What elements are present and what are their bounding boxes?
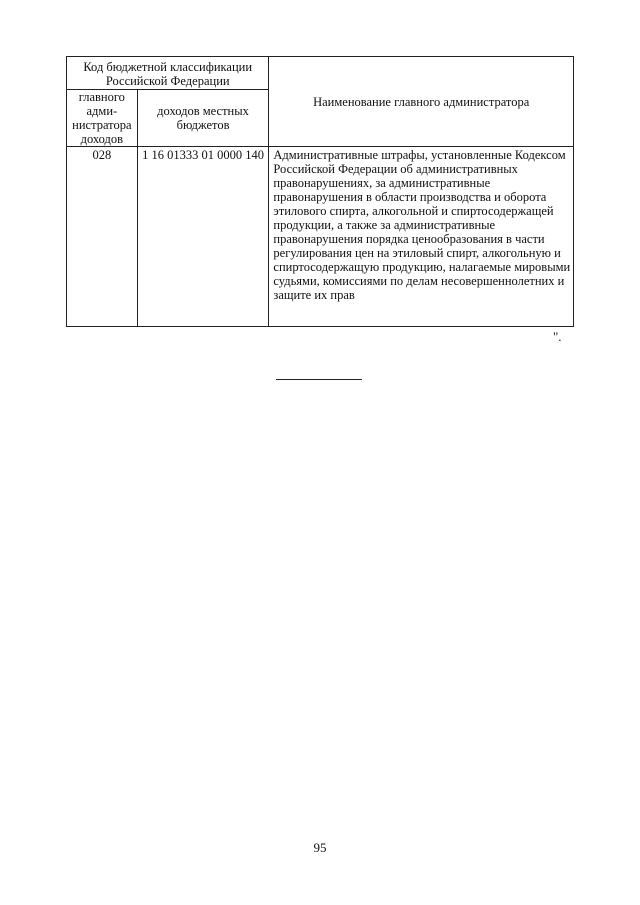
admin-code-cell: 028: [67, 147, 138, 327]
page-number: 95: [313, 840, 327, 855]
table-row: [67, 147, 574, 327]
budget-classification-table: [66, 56, 574, 327]
closing-quote-mark: ".: [553, 329, 562, 344]
separator-rule: [276, 379, 362, 380]
header-budget-classification-code: Код бюджетной классификации Российской Федерации: [67, 57, 269, 90]
table-header-row: [67, 57, 574, 90]
header-local-budget-revenue: доходов местных бюджетов: [137, 90, 269, 147]
header-administrator-name: Наименование главного администратора: [269, 57, 574, 147]
header-main-administrator: главного адми-нистратора доходов: [67, 90, 138, 147]
administrator-name-cell: Административные штрафы, установленные Кодексом Российской Федерации об административных правонарушениях, за административные правонарушения в области производства и оборота этилового спирта, алкогольной и спиртосодержащей продукции, а также за административные правонарушения порядка ценообразования в части регулирования цен на этиловый спирт, алкогольную и спиртосодержащую продукцию, налагаемые мировыми судьями, комиссиями по делам несовершеннолетних и защите их прав: [269, 147, 574, 327]
revenue-code-cell: 1 16 01333 01 0000 140: [137, 147, 269, 327]
